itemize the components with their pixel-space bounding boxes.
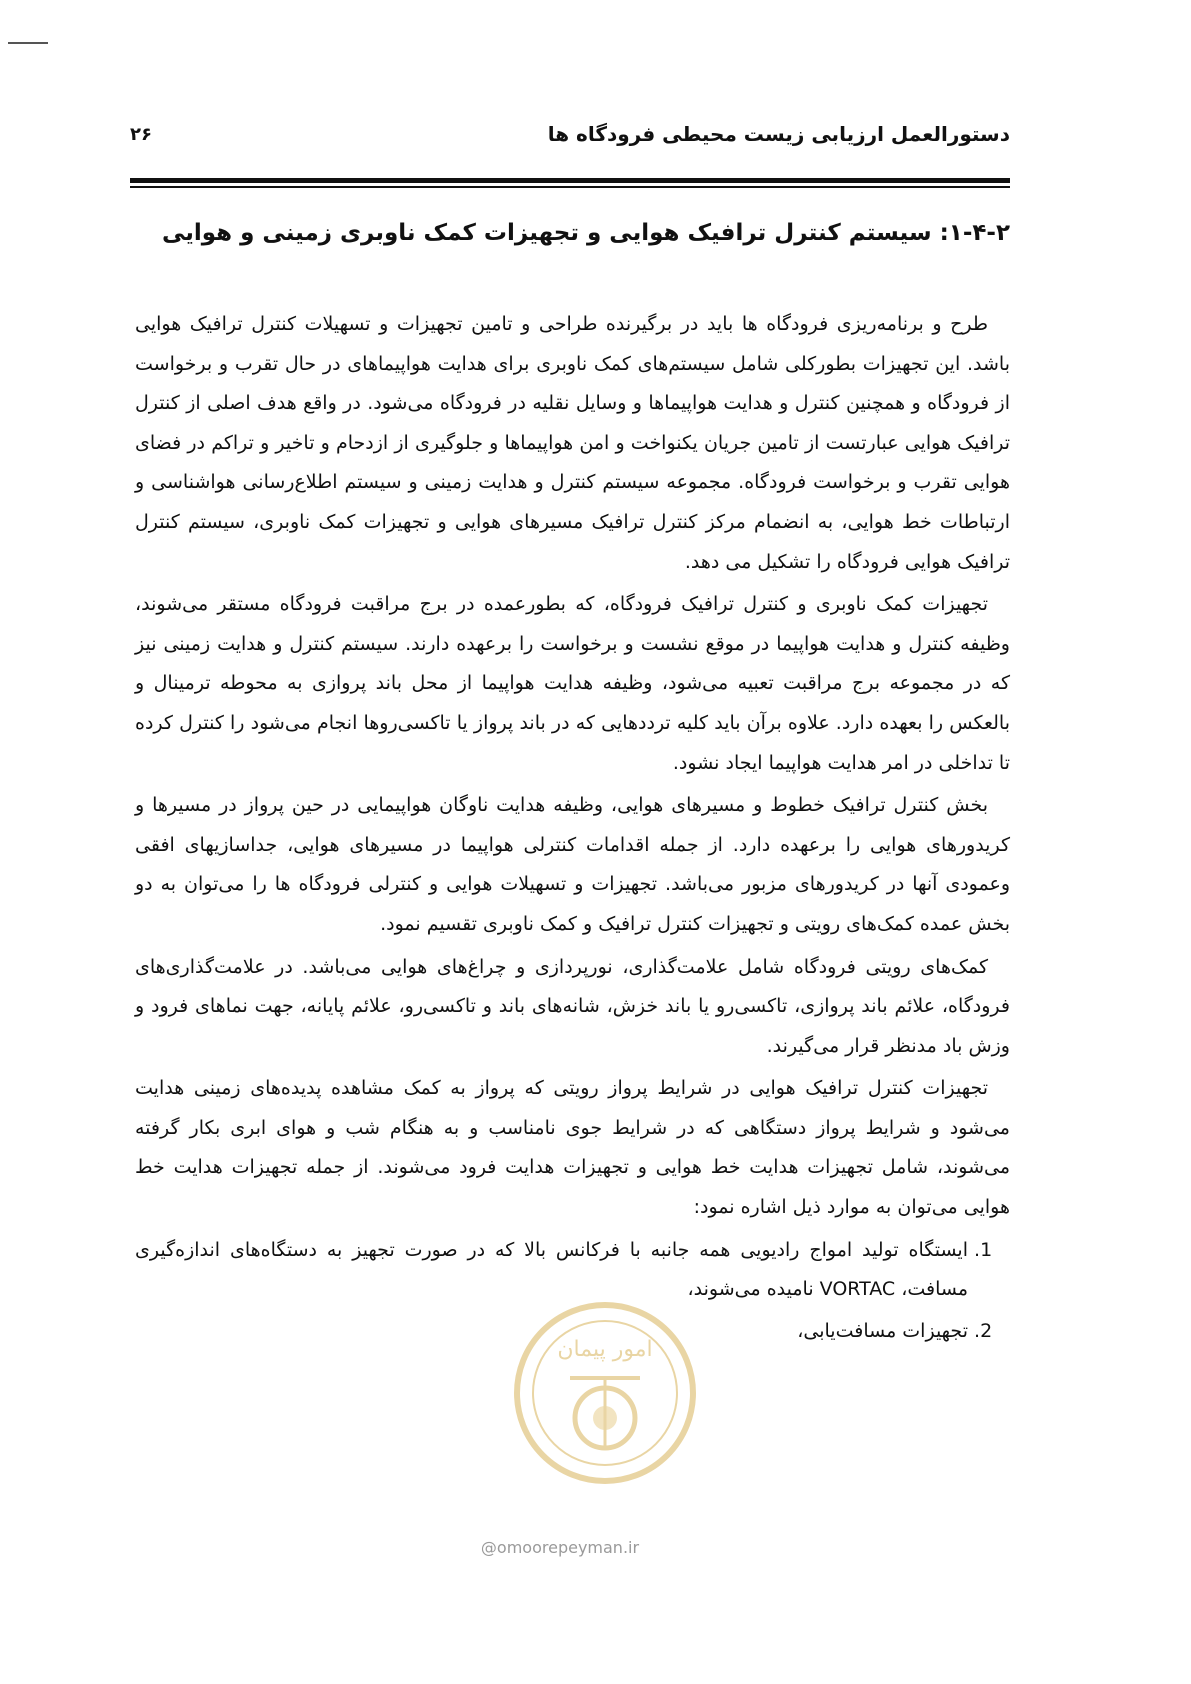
list-item: 2. تجهیزات مسافت‌یابی، xyxy=(135,1312,968,1352)
paragraph: بخش کنترل ترافیک خطوط و مسیرهای هوایی، وظیفه هدایت ناوگان هواپیمایی در حین پرواز در مسیرها و کریدورهای هوایی را برعهده دارد. از جمله اقدامات کنترلی هواپیما در مسیرهای هوایی، جداسازیهای افقی وعمودی آنها در کریدورهای مزبور می‌باشد. تجهیزات و تسهیلات هوایی و کنترلی فرودگاه ها را می‌توان به دو بخش عمده کمک‌های رویتی و تجهیزات کنترل ترافیک و کمک ناوبری تقسیم نمود. xyxy=(135,794,1010,935)
header-rule-thin xyxy=(130,186,1010,188)
paragraph: تجهیزات کمک ناوبری و کنترل ترافیک فرودگاه، که بطورعمده در برج مراقبت فرودگاه مستقر می‌شوند، وظیفه کنترل و هدایت هواپیما در موقع نشست و برخواست را برعهده دارند. سیستم کنترل و هدایت زمینی نیز که در مجموعه برج مراقبت تعبیه می‌شود، وظیفه هدایت هواپیما از محل باند پروازی به محوطه ترمینال و بالعکس را بعهده دارد. علاوه برآن باید کلیه ترددهایی که در باند پرواز یا تاکسی‌روها انجام می‌شود را کنترل کرده تا تداخلی در امر هدایت هواپیما ایجاد نشود. xyxy=(135,593,1010,774)
header-rule-thick xyxy=(130,178,1010,183)
page-number: ۲۶ xyxy=(130,123,152,145)
list-item: 1. ایستگاه تولید امواج رادیویی همه جانبه با فرکانس بالا که در صورت تجهیز به دستگاه‌های اندازه‌گیری مسافت، VORTAC نامیده می‌شوند، xyxy=(135,1231,968,1310)
paragraph: طرح و برنامه‌ریزی فرودگاه ها باید در برگیرنده طراحی و تامین تجهیزات و تسهیلات کنترل ترافیک هوایی باشد. این تجهیزات بطورکلی شامل سیستم‌های کمک ناوبری برای هدایت هواپیماهای در حال تقرب و برخواست از فرودگاه و همچنین کنترل و هدایت هواپیماها و وسایل نقلیه در فرودگاه می‌شود. در واقع هدف اصلی از کنترل ترافیک هوایی عبارتست از تامین جریان یکنواخت و امن هواپیماها و جلوگیری از ازدحام و تاخیر و تراکم در فضای هوایی تقرب و برخواست فرودگاه. مجموعه سیستم کنترل و هدایت زمینی و سیستم اطلاع‌رسانی هواشناسی و ارتباطات خط هوایی، به انضمام مرکز کنترل ترافیک مسیرهای هوایی و تجهیزات کمک ناوبری، سیستم کنترل ترافیک هوایی فرودگاه را تشکیل می دهد. xyxy=(135,313,1010,573)
body-text xyxy=(135,305,1010,1353)
page-header xyxy=(130,112,1010,156)
watermark-text: امور پیمان xyxy=(557,1337,653,1362)
paragraph: تجهیزات کنترل ترافیک هوایی در شرایط پرواز رویتی که پرواز به کمک مشاهده پدیده‌های زمینی هدایت می‌شود و شرایط پرواز دستگاهی که در شرایط جوی نامناسب و به هنگام شب و هوای ابری بکار گرفته می‌شوند، شامل تجهیزات هدایت خط هوایی و تجهیزات هدایت فرود می‌شوند. از جمله تجهیزات هدایت خط هوایی می‌توان به موارد ذیل اشاره نمود: xyxy=(135,1077,1010,1219)
scan-edge-mark xyxy=(8,42,48,44)
section-heading: ۱-۴-۲: سیستم کنترل ترافیک هوایی و تجهیزات کمک ناوبری زمینی و هوایی xyxy=(161,220,1010,246)
watermark-url: @omoorepeyman.ir xyxy=(480,1538,640,1557)
paragraph: کمک‌های رویتی فرودگاه شامل علامت‌گذاری، نورپردازی و چراغ‌های هوایی می‌باشد. در علامت‌گذاری‌های فرودگاه، علائم باند پروازی، تاکسی‌رو یا باند خزش، شانه‌های باند و تاکسی‌رو، علائم پایانه، جهت نماهای فرود و وزش باد مدنظر قرار می‌گیرند. xyxy=(135,955,1010,1057)
numbered-list xyxy=(135,1231,1010,1352)
running-title: دستورالعمل ارزیابی زیست محیطی فرودگاه ها xyxy=(547,122,1010,146)
